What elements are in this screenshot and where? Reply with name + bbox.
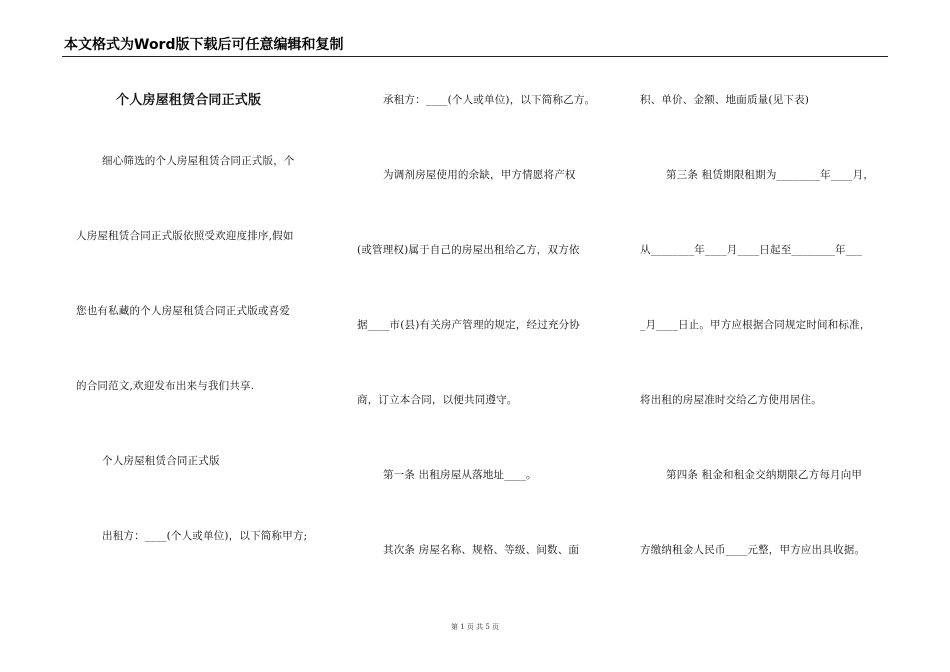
paragraph-line: 据____市(县)有关房产管理的规定，经过充分协 — [357, 319, 580, 331]
paragraph-line: 您也有私藏的个人房屋租赁合同正式版或喜爱 — [76, 305, 290, 317]
paragraph-line: _月____日止。甲方应根据合同规定时间和标准， — [640, 319, 871, 331]
text-column-3 — [640, 0, 900, 672]
paragraph-line: 承租方：____(个人或单位)，以下简称乙方。 — [383, 94, 596, 106]
paragraph-line: 其次条 房屋名称、规格、等级、间数、面 — [383, 544, 580, 556]
page-number-footer: 第 1 页 共 5 页 — [450, 623, 500, 631]
document-header-title: 本文格式为Word版下载后可任意编辑和复制 — [64, 37, 344, 53]
paragraph-line: 人房屋租赁合同正式版依照受欢迎度排序,假如 — [76, 230, 294, 242]
paragraph-line: (或管理权)属于自己的房屋出租给乙方，双方依 — [357, 244, 580, 256]
paragraph-line: 商，订立本合同，以便共同遵守。 — [357, 394, 518, 406]
paragraph-line: 的合同范文,欢迎发布出来与我们共享. — [76, 380, 255, 392]
document-title: 个人房屋租赁合同正式版 — [116, 93, 262, 108]
paragraph-line: 为调剂房屋使用的余缺，甲方情愿将产权 — [383, 169, 576, 181]
paragraph-line: 第四条 租金和租金交纳期限乙方每月向甲 — [666, 469, 863, 481]
paragraph-line: 从________年____月____日起至________年___ — [640, 244, 863, 256]
paragraph-line: 将出租的房屋准时交给乙方使用居住。 — [640, 394, 822, 406]
paragraph-line: 个人房屋租赁合同正式版 — [102, 455, 220, 467]
paragraph-line: 出租方：____(个人或单位)，以下简称甲方; — [102, 530, 308, 542]
paragraph-line: 细心筛选的个人房屋租赁合同正式版，个 — [102, 155, 295, 167]
text-column-2 — [357, 0, 617, 672]
paragraph-line: 第一条 出租房屋从落地址____。 — [383, 469, 537, 481]
paragraph-line: 第三条 租赁期限租期为________年____月， — [666, 169, 875, 181]
paragraph-line: 积、单价、金额、地面质量(见下表) — [640, 94, 810, 106]
text-column-1 — [76, 0, 336, 672]
paragraph-line: 方缴纳租金人民币____元整，甲方应出具收据。 — [640, 544, 866, 556]
